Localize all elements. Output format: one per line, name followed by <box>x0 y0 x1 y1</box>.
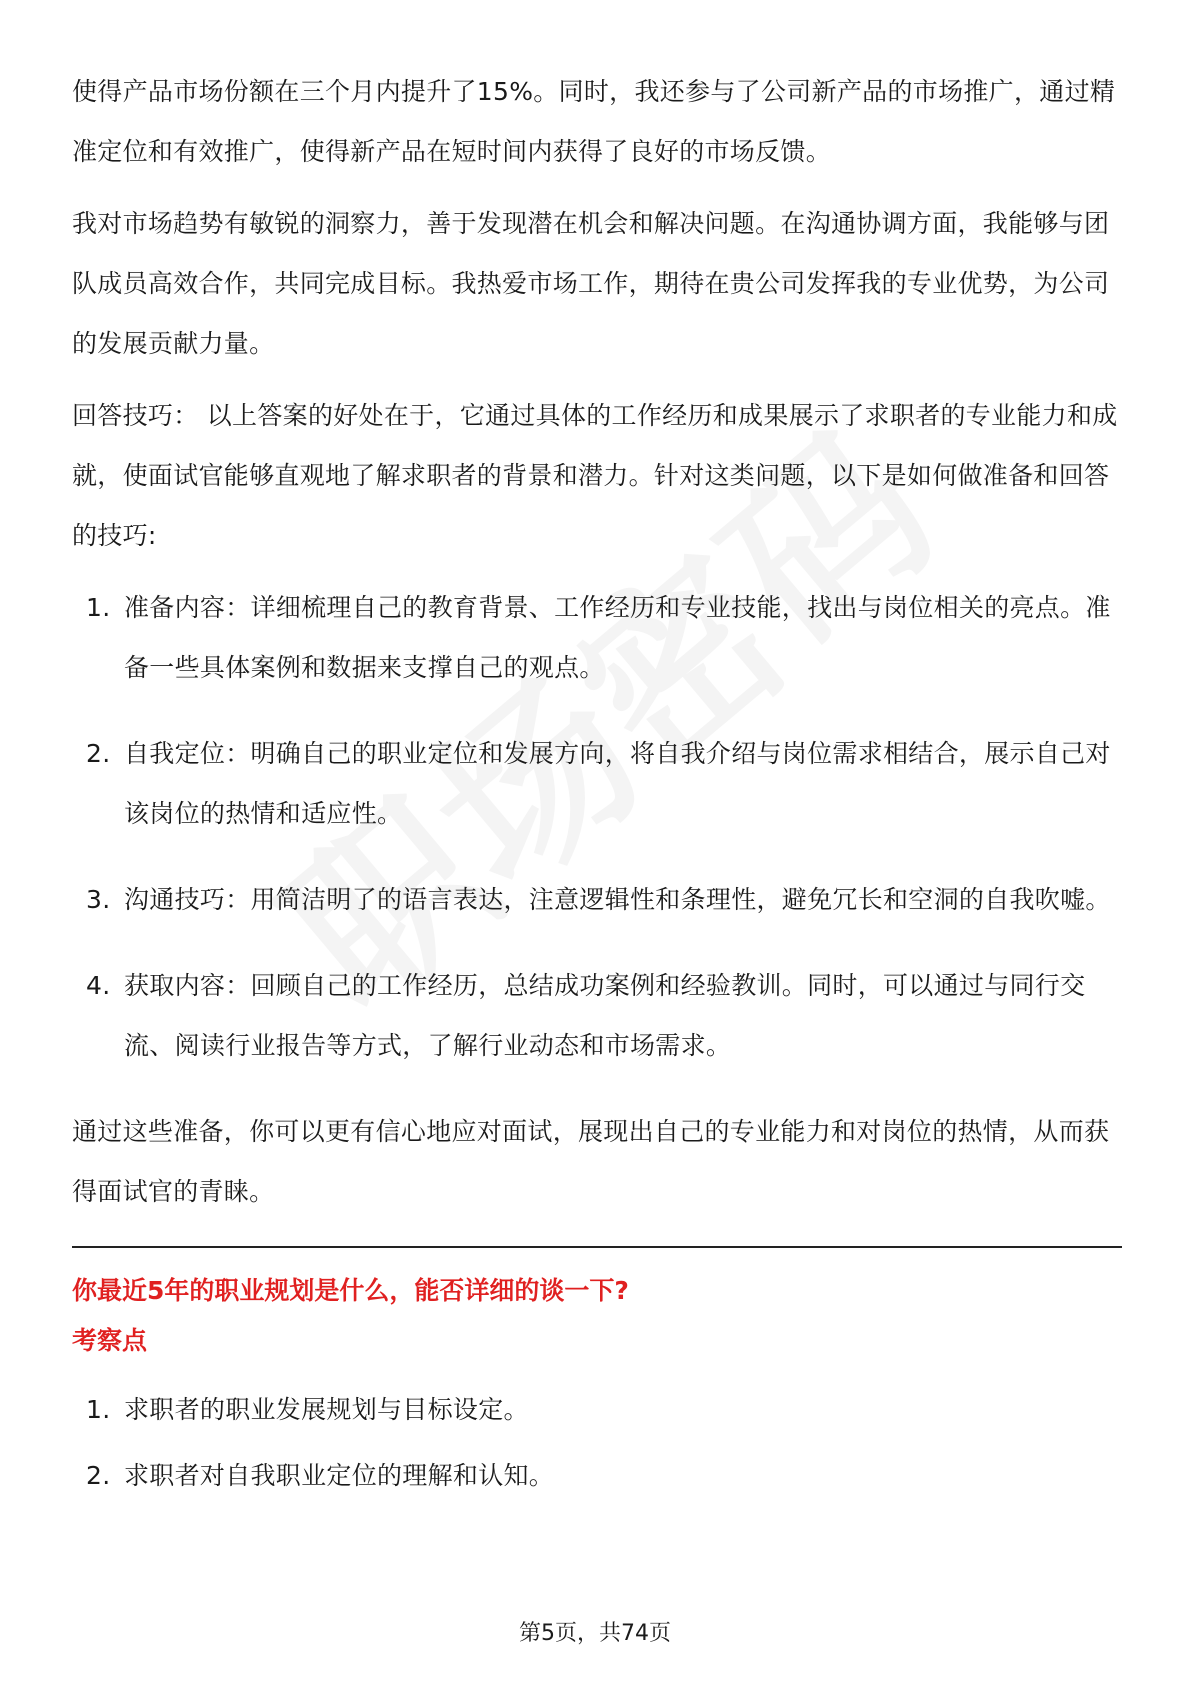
question-heading: 你最近5年的职业规划是什么，能否详细的谈一下? <box>72 1276 629 1305</box>
list-item <box>72 956 1122 1076</box>
list-number: 2. <box>86 739 111 768</box>
page-footer: 第5页，共74页 <box>519 1621 671 1646</box>
list-item-text: 求职者对自我职业定位的理解和认知。 <box>124 1461 555 1490</box>
paragraph-achievements: 使得产品市场份额在三个月内提升了15%。同时，我还参与了公司新产品的市场推广，通过精准定位和有效推广，使得新产品在短时间内获得了良好的市场反馈。 <box>72 77 1116 166</box>
list-number: 4. <box>86 971 111 1000</box>
list-number: 1. <box>86 593 111 622</box>
tips-list <box>72 578 1122 1076</box>
subhead-assessment-points: 考察点 <box>72 1326 148 1355</box>
paragraph-strengths: 我对市场趋势有敏锐的洞察力，善于发现潜在机会和解决问题。在沟通协调方面，我能够与团队成员高效合作，共同完成目标。我热爱市场工作，期待在贵公司发挥我的专业优势，为公司的发展贡献力量。 <box>72 209 1110 358</box>
list-item-text: 准备内容：详细梳理自己的教育背景、工作经历和专业技能，找出与岗位相关的亮点。准备一些具体案例和数据来支撑自己的观点。 <box>124 593 1111 682</box>
list-item-text: 自我定位：明确自己的职业定位和发展方向，将自我介绍与岗位需求相结合，展示自己对该岗位的热情和适应性。 <box>124 739 1111 828</box>
list-item <box>72 870 1122 930</box>
paragraph-closing: 通过这些准备，你可以更有信心地应对面试，展现出自己的专业能力和对岗位的热情，从而获得面试官的青睐。 <box>72 1117 1110 1206</box>
list-item <box>72 724 1122 844</box>
page-content <box>72 62 1122 1518</box>
paragraph-answer-tips: 回答技巧： 以上答案的好处在于，它通过具体的工作经历和成果展示了求职者的专业能力和成就，使面试官能够直观地了解求职者的背景和潜力。针对这类问题，以下是如何做准备和回答的技巧: <box>72 401 1118 550</box>
list-item-text: 沟通技巧：用简洁明了的语言表达，注意逻辑性和条理性，避免冗长和空洞的自我吹嘘。 <box>124 885 1111 914</box>
list-number: 3. <box>86 885 111 914</box>
list-number: 2. <box>86 1461 111 1490</box>
section-divider <box>72 1246 1122 1248</box>
list-item <box>72 1446 1122 1506</box>
list-number: 1. <box>86 1395 111 1424</box>
list-item <box>72 1380 1122 1440</box>
list-item-text: 获取内容：回顾自己的工作经历，总结成功案例和经验教训。同时，可以通过与同行交流、阅读行业报告等方式，了解行业动态和市场需求。 <box>124 971 1086 1060</box>
list-item <box>72 578 1122 698</box>
assessment-points-list <box>72 1380 1122 1506</box>
list-item-text: 求职者的职业发展规划与目标设定。 <box>124 1395 529 1424</box>
